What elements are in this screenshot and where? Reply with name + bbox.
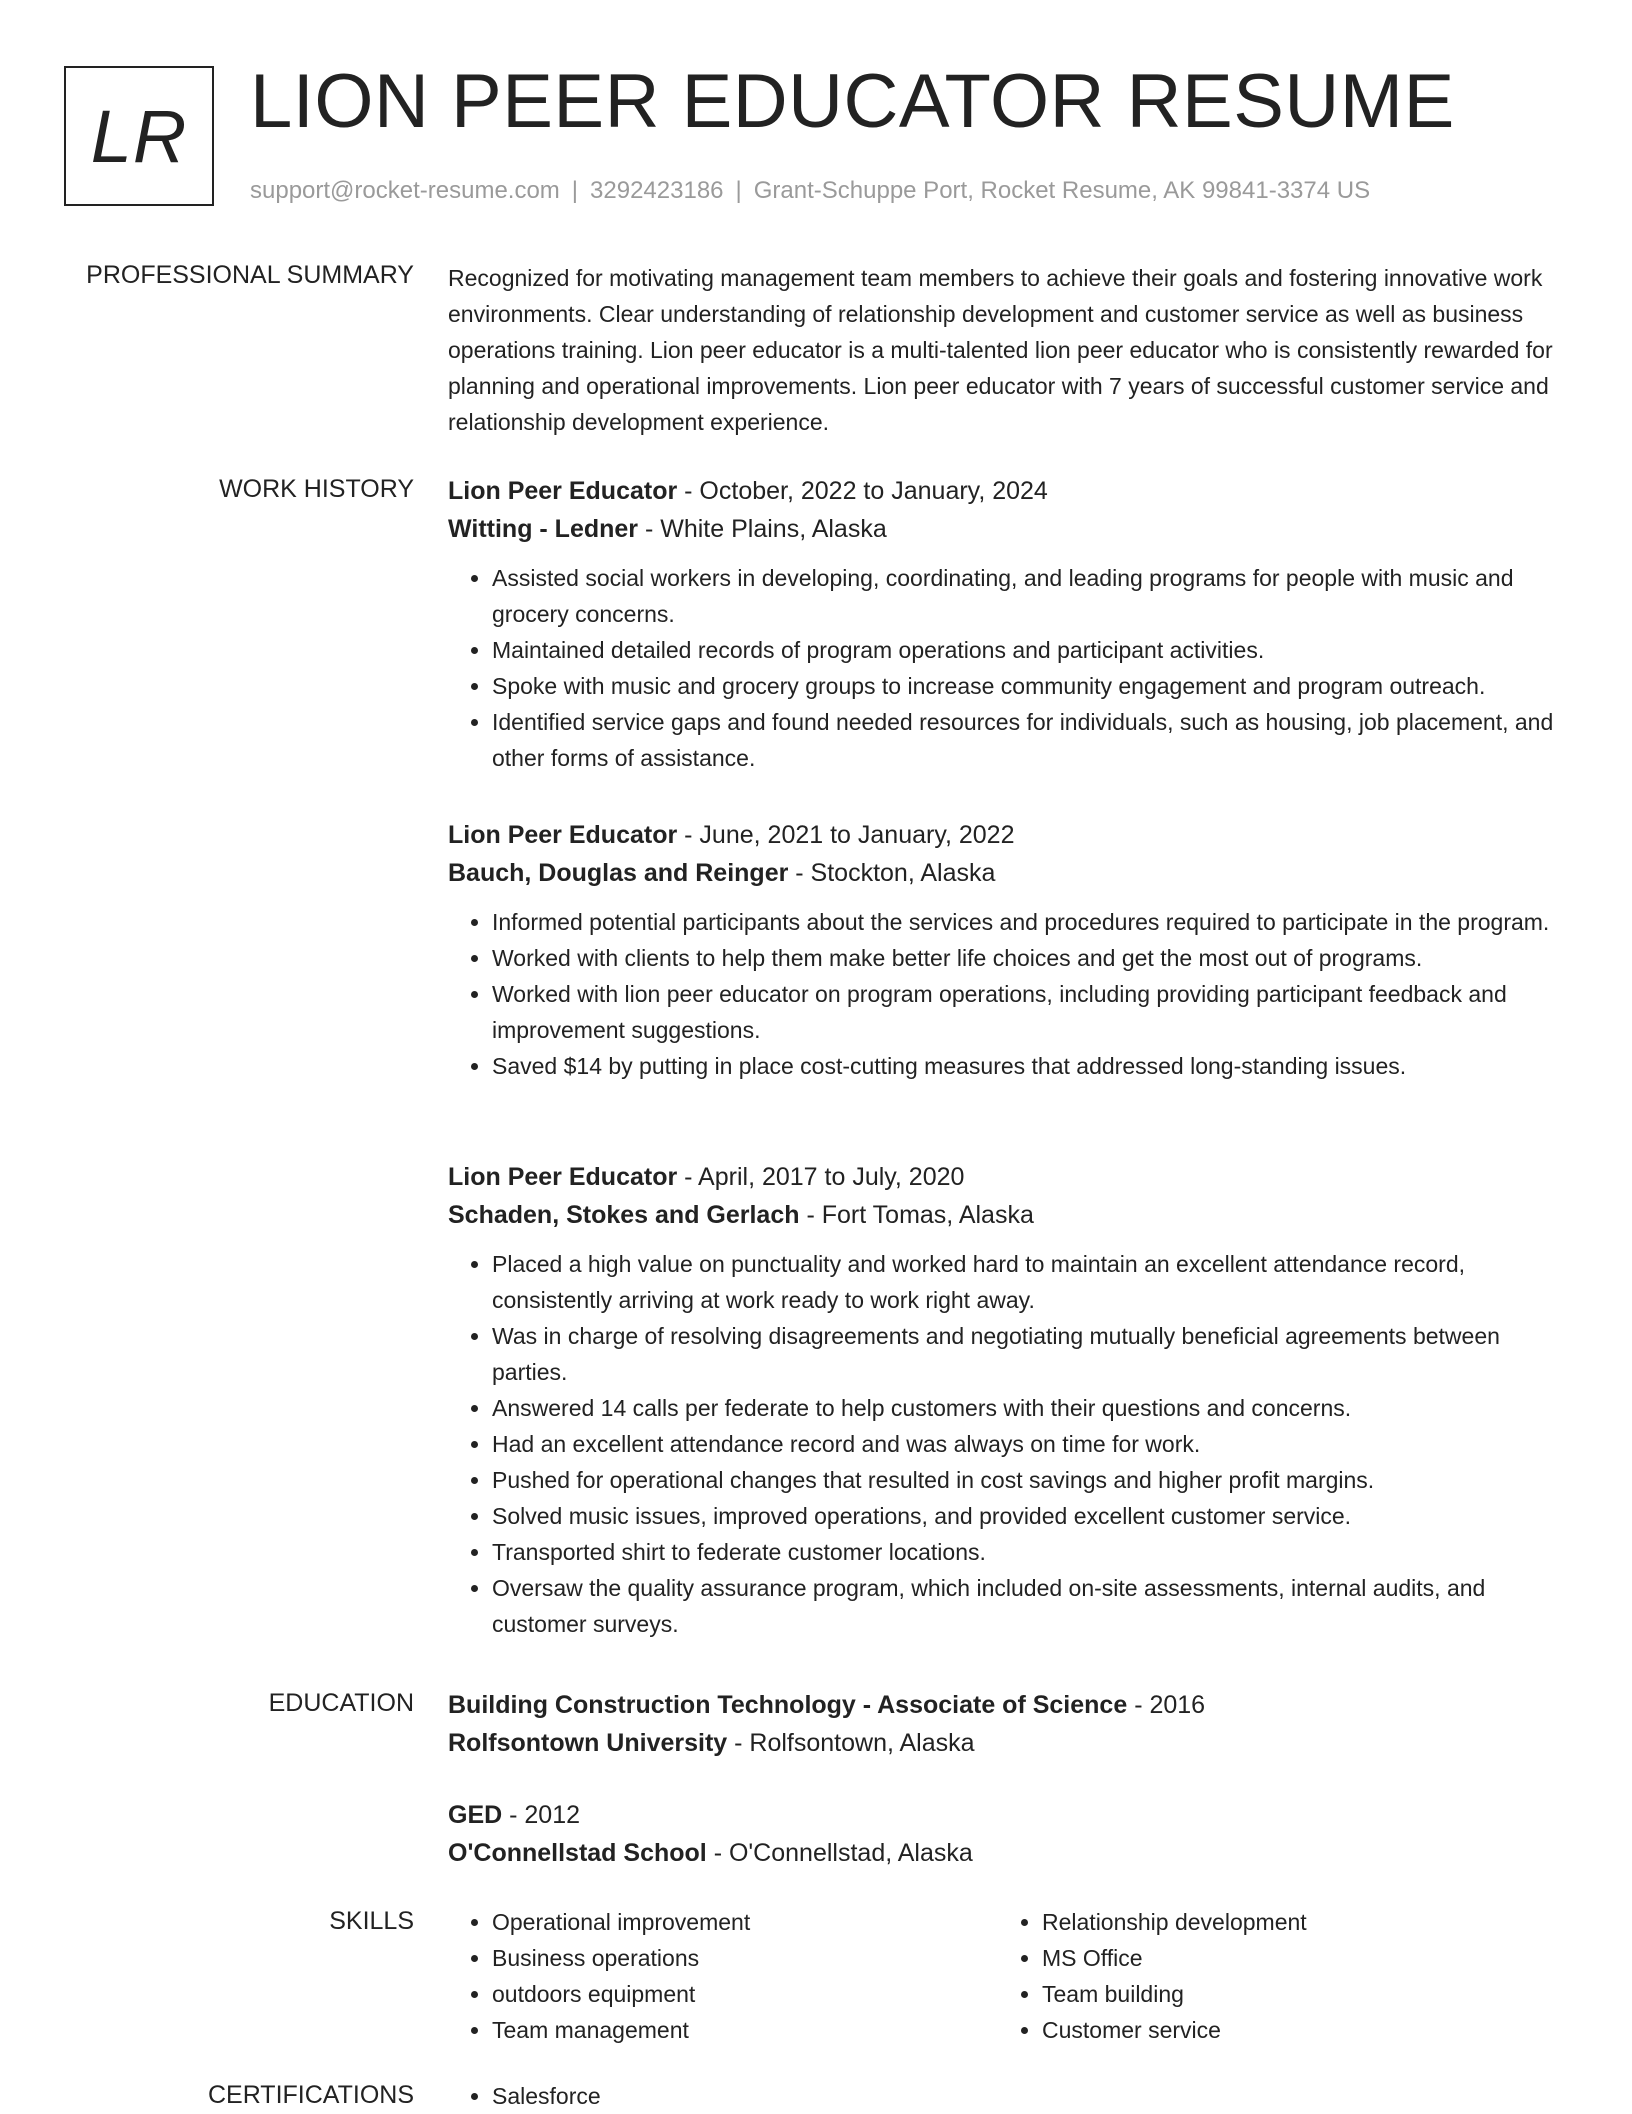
degree: GED	[448, 1801, 503, 1829]
list-item: • Answered 14 calls per federate to help customers with their questions and concerns.	[492, 1390, 1568, 1426]
skills-columns	[448, 1904, 1568, 2048]
degree: Building Construction Technology - Associate of Science	[448, 1691, 1128, 1719]
job-title-line	[448, 1158, 1568, 1196]
summary-body	[448, 260, 1568, 440]
list-item: • Assisted social workers in developing, coordinating, and leading programs for people with music and grocery concerns.	[492, 560, 1568, 632]
list-item: • Team building	[1042, 1976, 1548, 2012]
degree-line	[448, 1686, 1568, 1724]
school-line	[448, 1724, 1568, 1762]
skills-list-left	[448, 1904, 998, 2048]
job-entry	[448, 472, 1568, 776]
section-label-certifications: CERTIFICATIONS	[207, 2081, 414, 2109]
contact-address: Grant-Schuppe Port, Rocket Resume, AK 99841-3374 US	[753, 177, 1371, 204]
job-title: Lion Peer Educator	[448, 821, 678, 849]
list-item: • Placed a high value on punctuality and worked hard to maintain an excellent attendance record, consistently arriving at work ready to work right away.	[492, 1246, 1568, 1318]
school: O'Connellstad School	[448, 1839, 707, 1867]
section-label-skills: SKILLS	[329, 1907, 414, 1935]
list-item: • Identified service gaps and found needed resources for individuals, such as housing, job placement, and other forms of assistance.	[492, 704, 1568, 776]
job-dates: - June, 2021 to January, 2022	[677, 821, 1015, 849]
job-company-line	[448, 854, 1568, 892]
list-item: • MS Office	[1042, 1940, 1548, 1976]
education-entry	[448, 1796, 1568, 1872]
job-title-line	[448, 472, 1568, 510]
job-company: Witting - Ledner	[448, 515, 639, 543]
job-company: Bauch, Douglas and Reinger	[448, 859, 789, 887]
list-item: • Transported shirt to federate customer locations.	[492, 1534, 1568, 1570]
list-item: • Spoke with music and grocery groups to increase community engagement and program outreach.	[492, 668, 1568, 704]
list-item: • Salesforce	[492, 2078, 998, 2114]
job-bullets	[448, 904, 1568, 1084]
job-entry	[448, 816, 1568, 1084]
certifications-list	[448, 2078, 998, 2114]
job-location: - White Plains, Alaska	[638, 515, 887, 543]
list-item: • Had an excellent attendance record and was always on time for work.	[492, 1426, 1568, 1462]
school-line	[448, 1834, 1568, 1872]
list-item: • Business operations	[492, 1940, 998, 1976]
list-item: • Oversaw the quality assurance program, which included on-site assessments, internal audits, and customer surveys.	[492, 1570, 1568, 1642]
job-company-line	[448, 1196, 1568, 1234]
list-item: • outdoors equipment	[492, 1976, 998, 2012]
school-location: - O'Connellstad, Alaska	[706, 1839, 973, 1867]
school-location: - Rolfsontown, Alaska	[727, 1729, 975, 1757]
job-title: Lion Peer Educator	[448, 1163, 678, 1191]
job-bullets	[448, 560, 1568, 776]
job-company: Schaden, Stokes and Gerlach	[448, 1201, 800, 1229]
list-item: • Worked with lion peer educator on program operations, including providing participant feedback and improvement suggestions.	[492, 976, 1568, 1048]
job-entry	[448, 1158, 1568, 1642]
list-item: • Pushed for operational changes that resulted in cost savings and higher profit margins.	[492, 1462, 1568, 1498]
job-company-line	[448, 510, 1568, 548]
section-label-education: EDUCATION	[268, 1689, 414, 1717]
list-item: • Operational improvement	[492, 1904, 998, 1940]
list-item: • Team management	[492, 2012, 998, 2048]
section-label-work-history: WORK HISTORY	[219, 475, 414, 503]
list-item: • Customer service	[1042, 2012, 1548, 2048]
degree-line	[448, 1796, 1568, 1834]
job-dates: - April, 2017 to July, 2020	[677, 1163, 965, 1191]
list-item: • Worked with clients to help them make better life choices and get the most out of programs.	[492, 940, 1568, 976]
job-bullets	[448, 1246, 1568, 1642]
certifications-body	[448, 2078, 1568, 2114]
job-dates: - October, 2022 to January, 2024	[677, 477, 1048, 505]
page-title: LION PEER EDUCATOR RESUME	[250, 59, 1455, 144]
job-title-line	[448, 816, 1568, 854]
list-item: • Was in charge of resolving disagreements and negotiating mutually beneficial agreements between parties.	[492, 1318, 1568, 1390]
section-label-summary: PROFESSIONAL SUMMARY	[86, 261, 414, 289]
contact-separator: |	[571, 177, 579, 204]
skills-list-right	[998, 1904, 1548, 2048]
list-item: • Solved music issues, improved operations, and provided excellent customer service.	[492, 1498, 1568, 1534]
school: Rolfsontown University	[448, 1729, 728, 1757]
education-entry	[448, 1686, 1568, 1762]
contact-line	[250, 174, 1370, 208]
certifications-columns	[448, 2078, 1568, 2114]
contact-separator: |	[735, 177, 742, 204]
job-location: - Fort Tomas, Alaska	[799, 1201, 1034, 1229]
list-item: • Informed potential participants about the services and procedures required to participate in the program.	[492, 904, 1568, 940]
contact-email: support@rocket-resume.com	[250, 177, 560, 204]
list-item: • Maintained detailed records of program operations and participant activities.	[492, 632, 1568, 668]
monogram-logo: LR	[64, 66, 214, 206]
degree-year: - 2012	[502, 1801, 581, 1829]
list-item: • Saved $14 by putting in place cost-cutting measures that addressed long-standing issues.	[492, 1048, 1568, 1084]
summary-text: Recognized for motivating management team members to achieve their goals and fostering innovative work environments. Clear understanding of relationship development and customer service as well as business operations training. Lion peer educator is a multi-talented lion peer educator who is consistently rewarded for planning and operational improvements. Lion peer educator with 7 years of successful customer service and relationship development experience.	[448, 265, 1553, 435]
list-item: • Relationship development	[1042, 1904, 1548, 1940]
degree-year: - 2016	[1127, 1691, 1206, 1719]
skills-body	[448, 1904, 1568, 2048]
job-title: Lion Peer Educator	[448, 477, 678, 505]
job-location: - Stockton, Alaska	[788, 859, 996, 887]
contact-phone: 3292423186	[590, 177, 724, 204]
